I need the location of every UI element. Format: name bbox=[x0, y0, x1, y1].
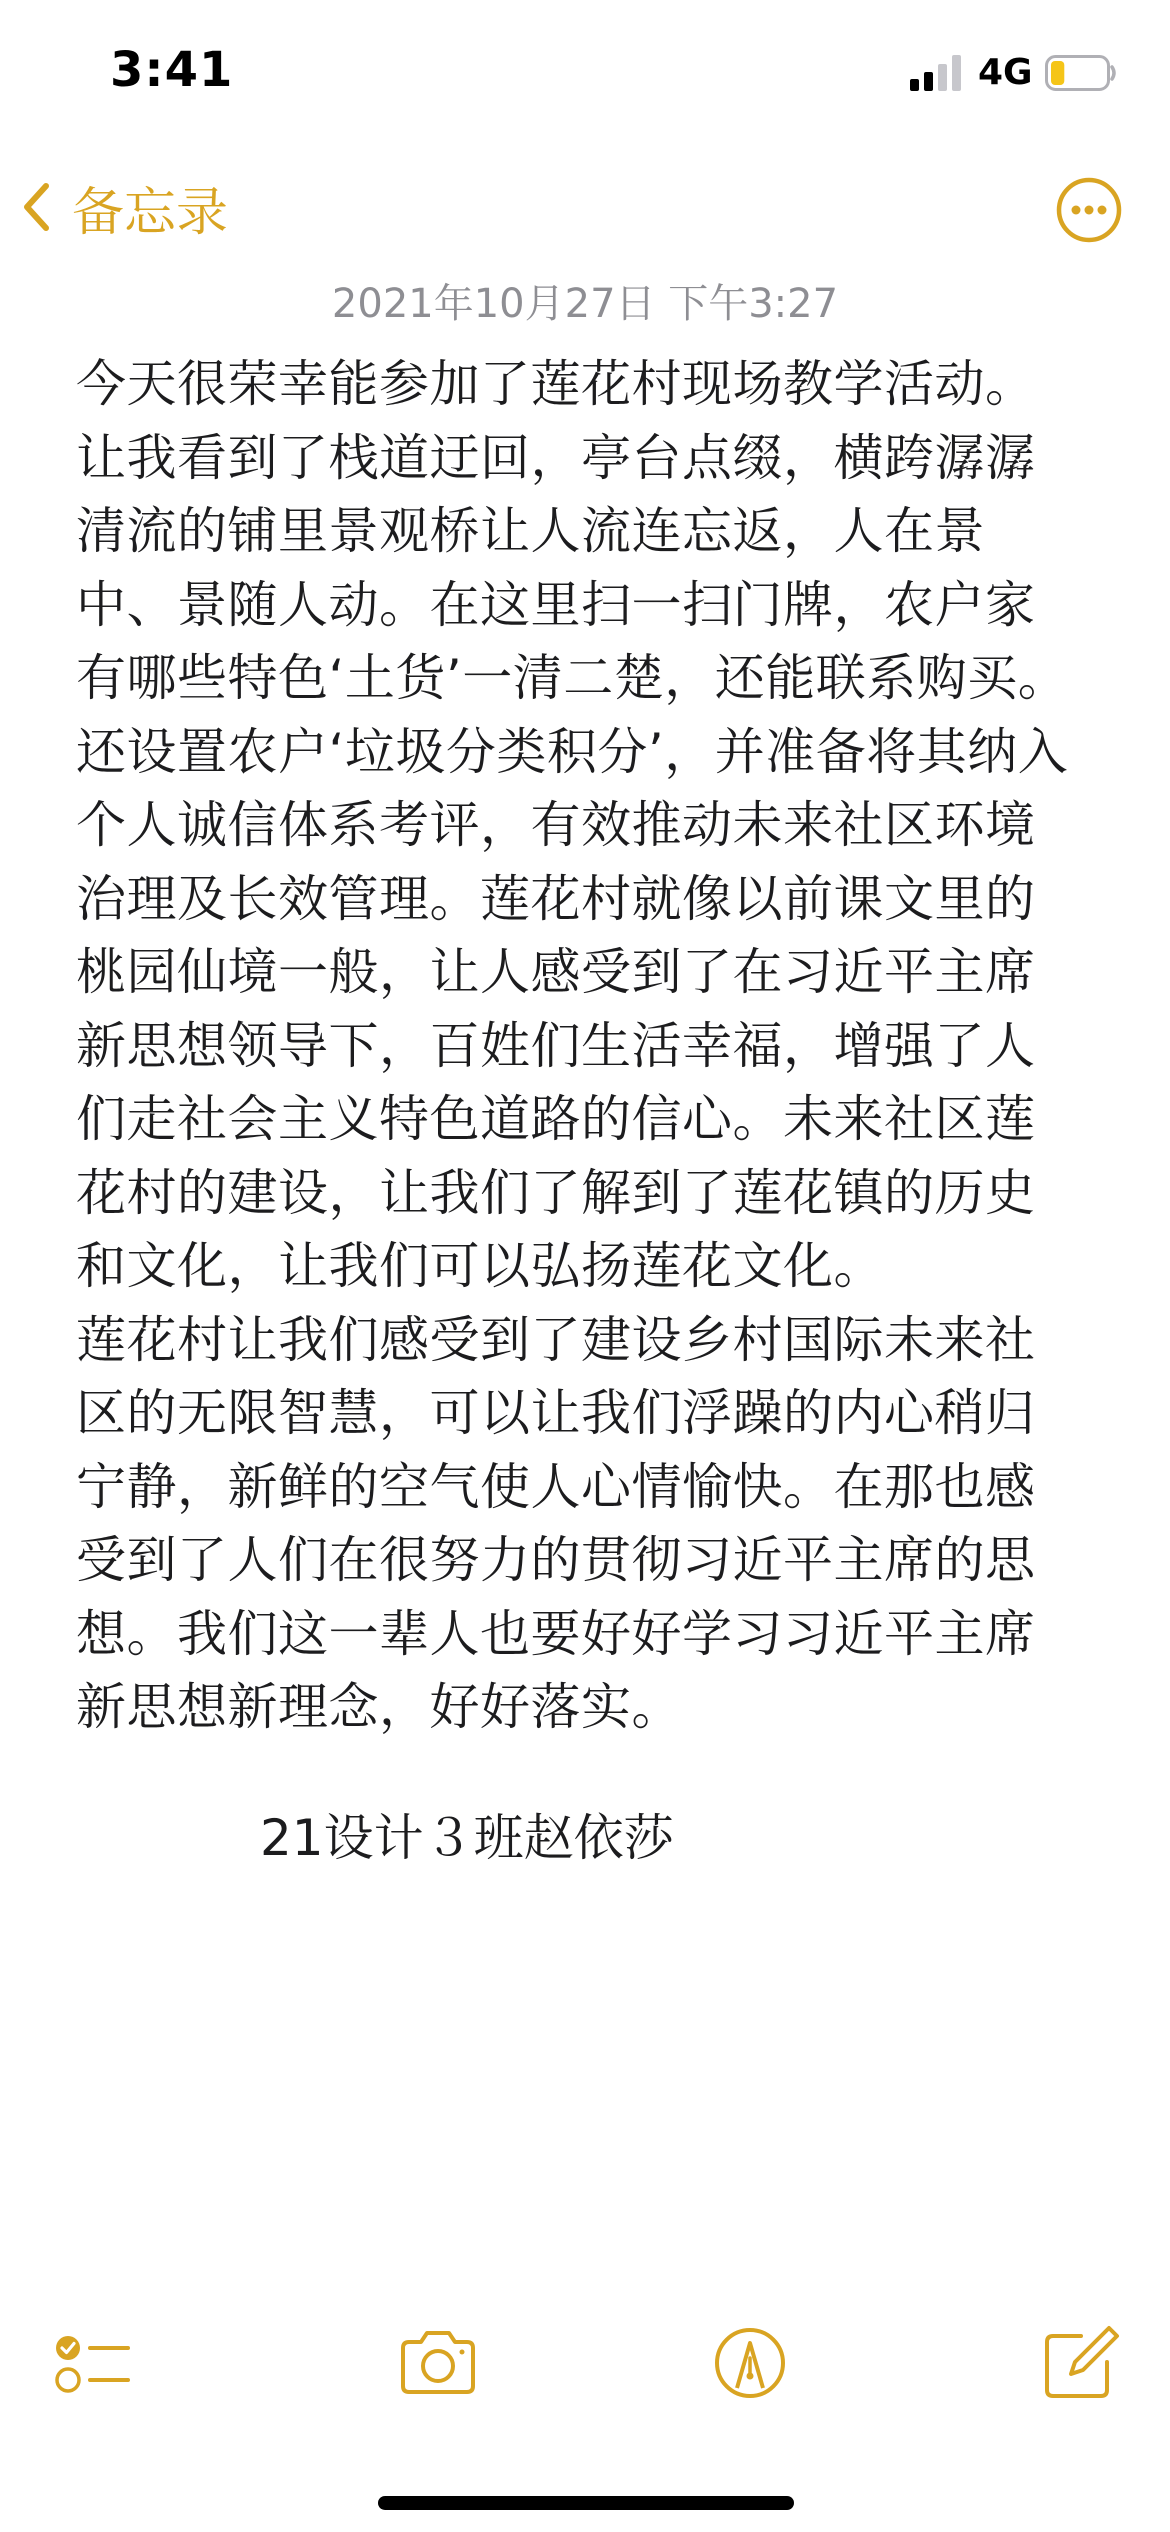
back-button-label: 备忘录 bbox=[72, 182, 229, 243]
note-line: 桃园仙境一般，让人感受到了在习近平主席 bbox=[76, 943, 1036, 1001]
note-line: 花村的建设，让我们了解到了莲花镇的历史 bbox=[76, 1163, 1036, 1222]
camera-button[interactable] bbox=[393, 2318, 483, 2408]
note-line: 有哪些特色‘土货’一清二楚，还能联系购买。 bbox=[76, 649, 1069, 707]
pen-tip-icon bbox=[717, 2330, 783, 2396]
camera-icon bbox=[403, 2333, 473, 2392]
note-line: 们走社会主义特色道路的信心。未来社区莲 bbox=[76, 1090, 1036, 1148]
note-line: 宁静，新鲜的空气使人心情愉快。在那也感 bbox=[76, 1457, 1036, 1516]
back-button[interactable] bbox=[22, 172, 228, 242]
markup-button[interactable] bbox=[705, 2318, 795, 2408]
more-options-button[interactable] bbox=[1055, 176, 1123, 244]
note-line: 治理及长效管理。莲花村就像以前课文里的 bbox=[76, 869, 1036, 928]
status-time: 3:41 bbox=[110, 42, 234, 98]
chevron-left-icon bbox=[22, 182, 50, 232]
note-line: 让我看到了栈道迂回，亭台点缀，横跨潺潺 bbox=[76, 428, 1036, 487]
battery-icon bbox=[1045, 55, 1117, 91]
note-line: 新思想领导下，百姓们生活幸福，增强了人 bbox=[76, 1016, 1036, 1075]
note-line: 想。我们这一辈人也要好好学习习近平主席 bbox=[76, 1604, 1036, 1663]
compose-icon bbox=[1047, 2328, 1117, 2396]
status-bar bbox=[0, 0, 1170, 150]
note-line: 莲花村让我们感受到了建设乡村国际未来社 bbox=[76, 1310, 1036, 1369]
note-line: 今天很荣幸能参加了莲花村现场教学活动。 bbox=[76, 355, 1036, 413]
note-line: 区的无限智慧，可以让我们浮躁的内心稍归 bbox=[76, 1384, 1036, 1442]
checklist-icon bbox=[56, 2336, 128, 2391]
note-line: 新思想新理念，好好落实。 bbox=[76, 1678, 682, 1736]
note-line: 中、景随人动。在这里扫一扫门牌，农户家 bbox=[76, 575, 1036, 634]
note-signature: 21设计３班赵依莎 bbox=[260, 1809, 674, 1867]
cellular-signal-icon bbox=[910, 55, 962, 91]
ellipsis-circle-icon bbox=[1059, 180, 1119, 240]
note-line: 个人诚信体系考评，有效推动未来社区环境 bbox=[76, 796, 1036, 854]
note-line: 受到了人们在很努力的贯彻习近平主席的思 bbox=[76, 1531, 1036, 1589]
note-line: 还设置农户‘垃圾分类积分’，并准备将其纳入 bbox=[76, 722, 1069, 781]
note-body[interactable] bbox=[76, 348, 1116, 1745]
note-line: 清流的铺里景观桥让人流连忘返，人在景 bbox=[76, 502, 985, 560]
checklist-button[interactable] bbox=[48, 2318, 138, 2408]
network-type: 4G bbox=[978, 52, 1033, 93]
home-indicator[interactable] bbox=[378, 2496, 794, 2510]
compose-button[interactable] bbox=[1035, 2318, 1125, 2408]
note-date: 2021年10月27日 下午3:27 bbox=[331, 281, 839, 327]
note-line: 和文化，让我们可以弘扬莲花文化。 bbox=[76, 1237, 884, 1295]
